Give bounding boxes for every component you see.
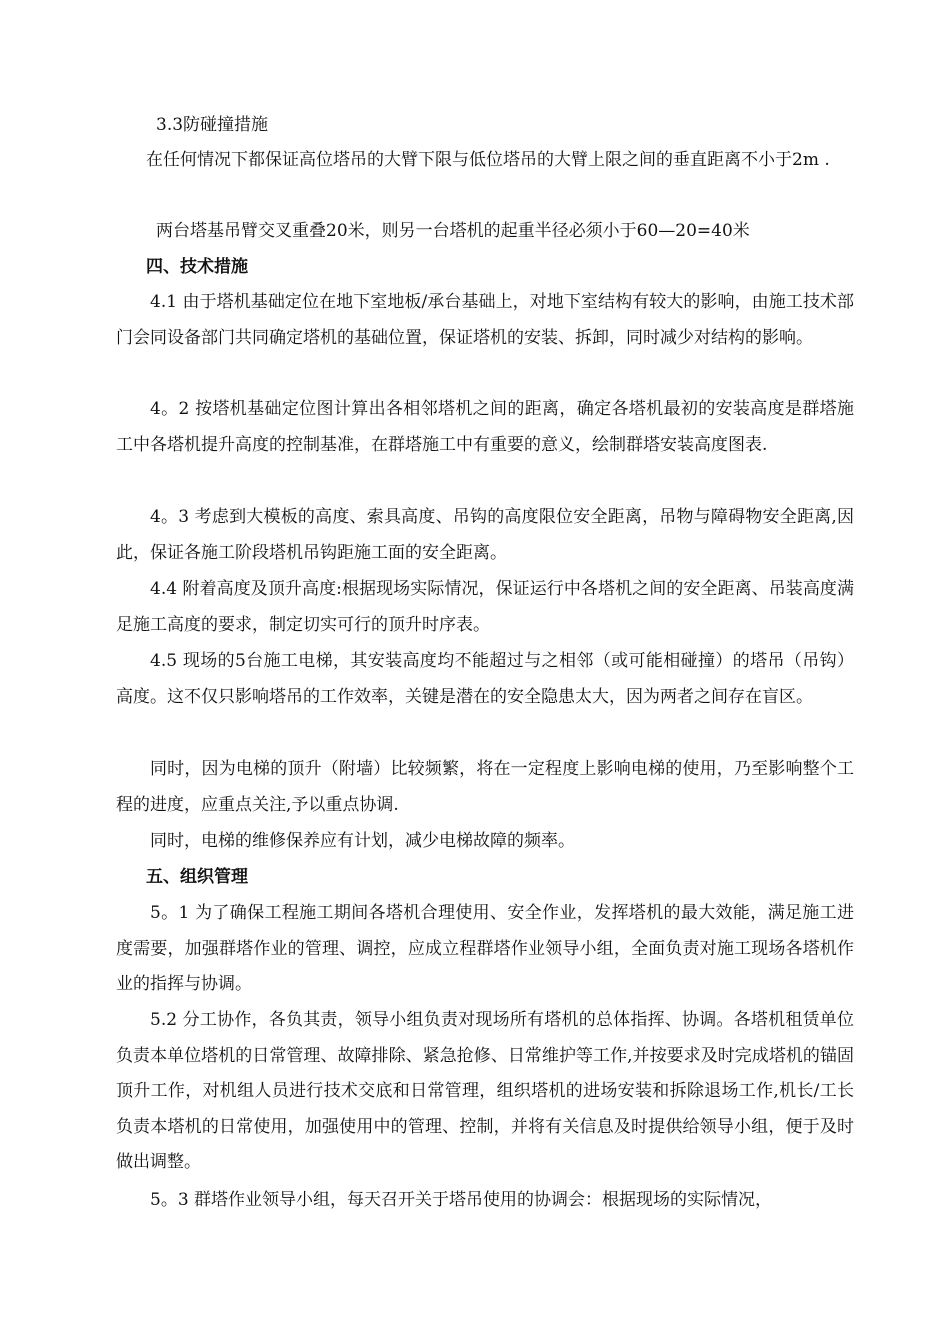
paragraph-elevator-jacking: 同时，因为电梯的顶升（附墙）比较频繁，将在一定程度上影响电梯的使用，乃至影响整个工程的进度，应重点关注,予以重点协调. xyxy=(116,759,854,815)
subsection-heading-3-3: 3.3防碰撞措施 xyxy=(156,115,269,135)
paragraph-4-3: 4。3 考虑到大模板的高度、索具高度、吊钩的高度限位安全距离，吊物与障碍物安全距离,因此，保证各施工阶段塔机吊钩距施工面的安全距离。 xyxy=(116,507,854,563)
section-heading-organization: 五、组织管理 xyxy=(146,867,248,887)
paragraph-4-2: 4。2 按塔机基础定位图计算出各相邻塔机之间的距离，确定各塔机最初的安装高度是群塔施工中各塔机提升高度的控制基准，在群塔施工中有重要的意义，绘制群塔安装高度图表. xyxy=(116,399,854,455)
paragraph-4-5: 4.5 现场的5台施工电梯，其安装高度均不能超过与之相邻（或可能相碰撞）的塔吊（吊钩）高度。这不仅只影响塔吊的工作效率，关键是潜在的安全隐患太大，因为两者之间存在盲区。 xyxy=(116,651,854,707)
paragraph-elevator-maintenance: 同时，电梯的维修保养应有计划，减少电梯故障的频率。 xyxy=(150,831,575,851)
paragraph-5-3: 5。3 群塔作业领导小组，每天召开关于塔吊使用的协调会：根据现场的实际情况， xyxy=(150,1190,773,1210)
paragraph-4-1: 4.1 由于塔机基础定位在地下室地板/承台基础上，对地下室结构有较大的影响，由施工技术部门会同设备部门共同确定塔机的基础位置，保证塔机的安装、拆卸，同时减少对结构的影响。 xyxy=(116,292,854,348)
paragraph-boom-overlap: 两台塔基吊臂交叉重叠20米，则另一台塔机的起重半径必须小于60—20=40米 xyxy=(156,221,750,241)
paragraph-5-1: 5。1 为了确保工程施工期间各塔机合理使用、安全作业，发挥塔机的最大效能，满足施工进度需要，加强群塔作业的管理、调控，应成立程群塔作业领导小组，全面负责对施工现场各塔机作业的指挥与协调。 xyxy=(116,903,854,994)
section-heading-technical-measures: 四、技术措施 xyxy=(146,257,248,277)
paragraph-4-4: 4.4 附着高度及顶升高度:根据现场实际情况，保证运行中各塔机之间的安全距离、吊装高度满足施工高度的要求，制定切实可行的顶升时序表。 xyxy=(116,579,854,635)
paragraph-5-2: 5.2 分工协作，各负其责，领导小组负责对现场所有塔机的总体指挥、协调。各塔机租赁单位负责本单位塔机的日常管理、故障排除、紧急抢修、日常维护等工作,并按要求及时完成塔机的锚固顶升工作，对机组人员进行技术交底和日常管理，组织塔机的进场安装和拆除退场工作,机长/工长负责本塔机的日常使用，加强使用中的管理、控制，并将有关信息及时提供给领导小组，便于及时做出调整。 xyxy=(116,1010,854,1172)
paragraph-vertical-clearance: 在任何情况下都保证高位塔吊的大臂下限与低位塔吊的大臂上限之间的垂直距离不小于2m . xyxy=(146,150,830,170)
